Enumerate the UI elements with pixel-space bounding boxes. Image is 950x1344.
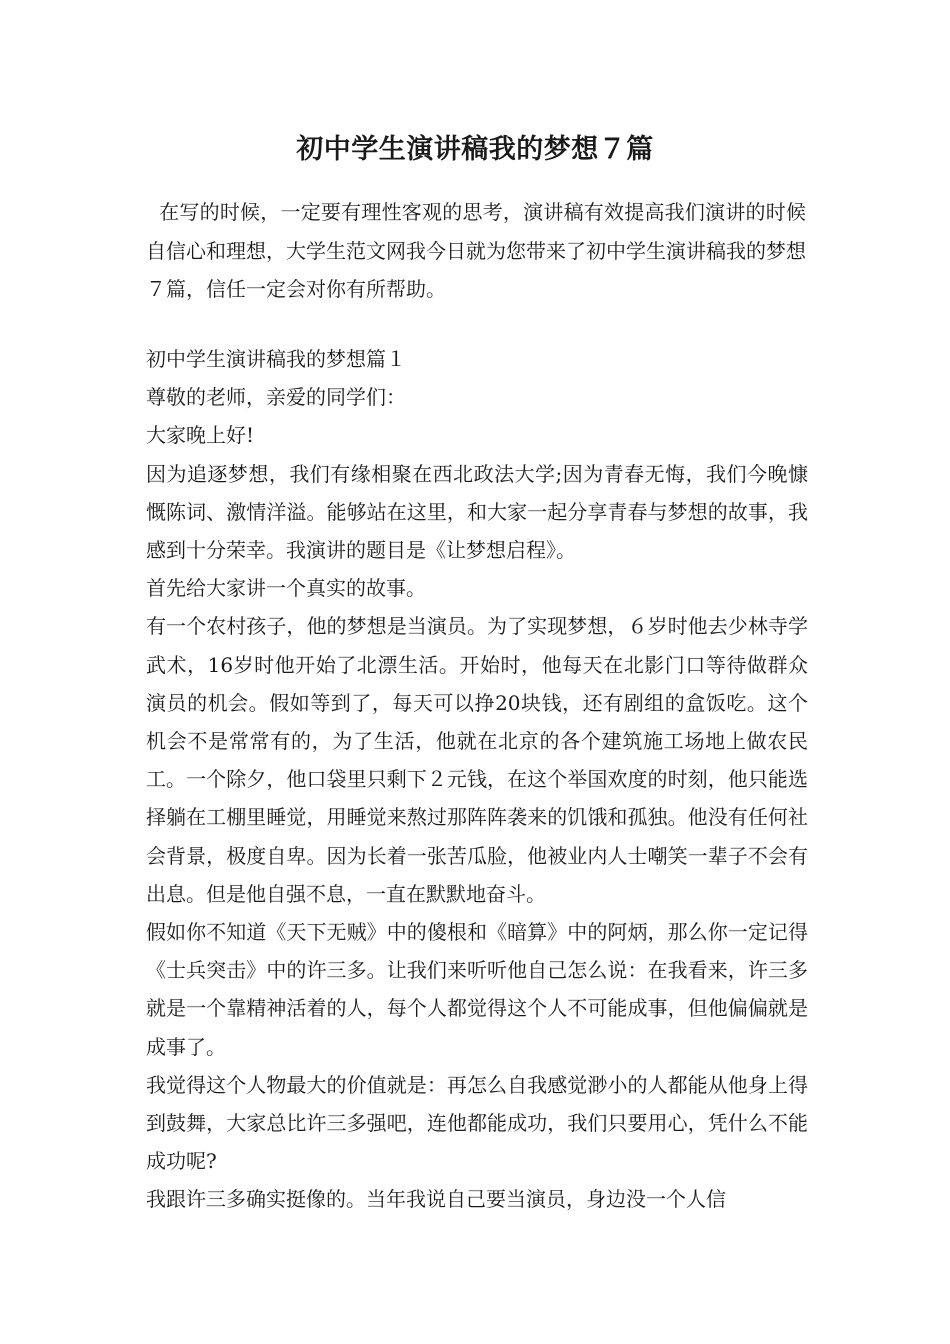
greeting: 大家晚上好! <box>146 423 255 448</box>
document-body <box>146 340 808 1219</box>
body-paragraph: 首先给大家讲一个真实的故事。 <box>146 576 426 601</box>
body-paragraph: 假如你不知道《天下无贼》中的傻根和《暗算》中的阿炳，那么你一定记得《士兵突击》中的许三多。让我们来听听他自己怎么说：在我看来，许三多就是一个靠精神活着的人，每个人都觉得这个人不可能成事，但他偏偏就是成事了。 <box>146 920 808 1059</box>
salutation: 尊敬的老师，亲爱的同学们： <box>146 385 406 410</box>
section-heading: 初中学生演讲稿我的梦想篇１ <box>146 347 406 371</box>
body-paragraph: 我觉得这个人物最大的价值就是：再怎么自我感觉渺小的人都能从他身上得到鼓舞，大家总比许三多强吧，连他都能成功，我们只要用心，凭什么不能成功呢? <box>146 1072 808 1174</box>
body-paragraph: 有一个农村孩子，他的梦想是当演员。为了实现梦想，６岁时他去少林寺学武术，16岁时他开始了北漂生活。开始时，他每天在北影门口等待做群众演员的机会。假如等到了，每天可以挣20块钱，还有剧组的盒饭吃。这个机会不是常常有的，为了生活，他就在北京的各个建筑施工场地上做农民工。一个除夕，他口袋里只剩下２元钱，在这个举国欢度的时刻，他只能选择躺在工棚里睡觉，用睡觉来熬过那阵阵袭来的饥饿和孤独。他没有任何社会背景，极度自卑。因为长着一张苦瓜脸，他被业内人士嘲笑一辈子不会有出息。但是他自强不息，一直在默默地奋斗。 <box>146 614 808 906</box>
body-paragraph: 我跟许三多确实挺像的。当年我说自己要当演员，身边没一个人信 <box>146 1187 726 1212</box>
intro-paragraph: 在写的时候，一定要有理性客观的思考，演讲稿有效提高我们演讲的时候自信心和理想，大学生范文网我今日就为您带来了初中学生演讲稿我的梦想７篇，信任一定会对你有所帮助。 <box>146 200 806 301</box>
body-paragraph: 因为追逐梦想，我们有缘相聚在西北政法大学;因为青春无悔，我们今晚慷慨陈词、激情洋溢。能够站在这里，和大家一起分享青春与梦想的故事，我感到十分荣幸。我演讲的题目是《让梦想启程》。 <box>146 461 808 563</box>
page-title: 初中学生演讲稿我的梦想７篇 <box>296 134 654 165</box>
